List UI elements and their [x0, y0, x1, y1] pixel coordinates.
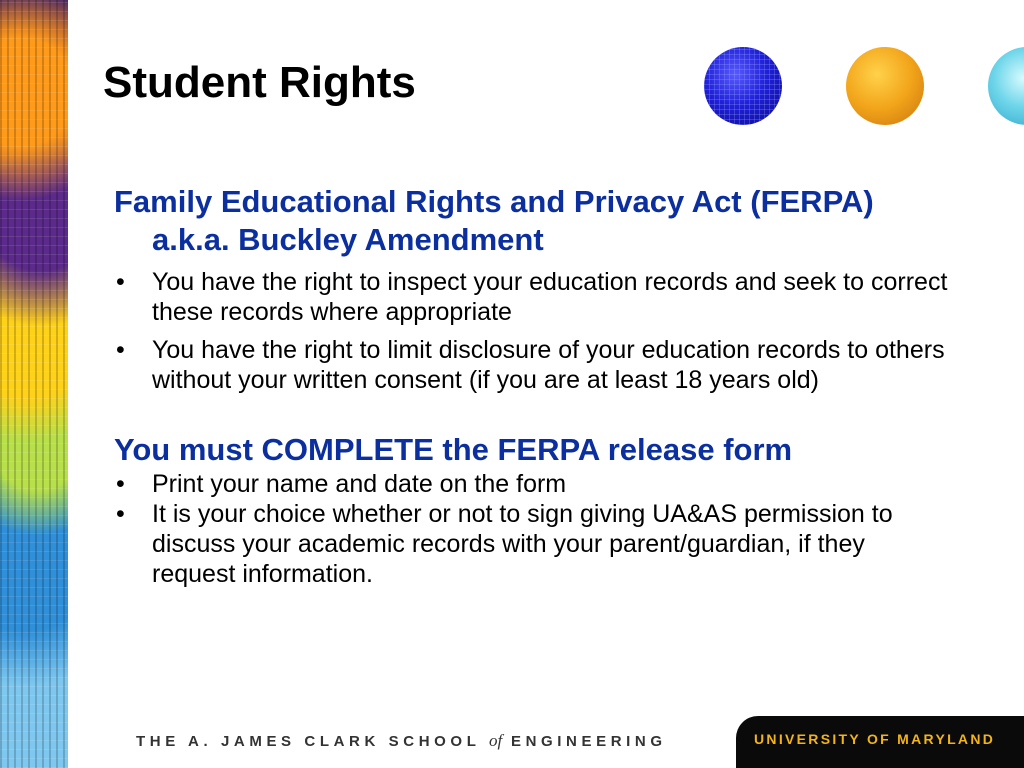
blue-orb-icon — [704, 47, 782, 125]
ferpa-heading: Family Educational Rights and Privacy Act (FERPA) a.k.a. Buckley Amendment — [114, 184, 874, 257]
ferpa-section — [114, 183, 954, 395]
release-form-bullet-list — [114, 469, 954, 589]
slide-body — [114, 183, 954, 589]
list-item — [114, 469, 954, 499]
bullet-text: Print your name and date on the form — [152, 470, 567, 498]
list-item — [114, 267, 954, 327]
school-name-footer — [136, 731, 667, 751]
bullet-text: It is your choice whether or not to sign giving UA&AS permission to discuss your academic records with your parent/guardian, if they request information. — [152, 500, 893, 588]
release-form-section — [114, 431, 954, 589]
bullet-text: You have the right to inspect your education records and seek to correct these records where appropriate — [152, 268, 948, 326]
decorative-side-strip — [0, 0, 68, 768]
school-name-part: ENGINEERING — [510, 733, 667, 750]
school-name-of: of — [488, 731, 503, 750]
university-name: UNIVERSITY OF MARYLAND — [754, 731, 996, 747]
list-item — [114, 335, 954, 395]
ferpa-bullet-list — [114, 267, 954, 395]
university-footer-bar — [736, 716, 1024, 768]
school-name-part: THE A. JAMES CLARK SCHOOL — [136, 733, 481, 750]
list-item — [114, 499, 954, 589]
cyan-orb-icon — [988, 47, 1024, 125]
bullet-icon: • — [116, 470, 125, 498]
bullet-icon: • — [116, 268, 125, 296]
slide-title: Student Rights — [103, 58, 416, 107]
bullet-icon: • — [116, 500, 125, 528]
orange-orb-icon — [846, 47, 924, 125]
bullet-icon: • — [116, 336, 125, 364]
bullet-text: You have the right to limit disclosure of your education records to others without your written consent (if you are at least 18 years old) — [152, 336, 945, 394]
release-form-heading: You must COMPLETE the FERPA release form — [114, 432, 793, 467]
